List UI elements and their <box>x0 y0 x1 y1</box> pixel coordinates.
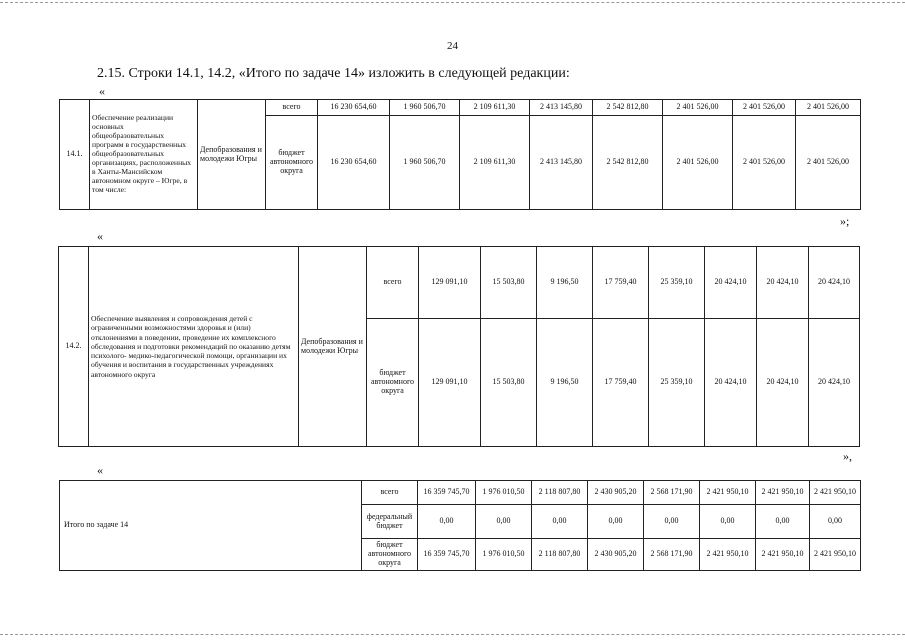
value-cell: 25 359,10 <box>649 247 705 319</box>
value-cell: 129 091,10 <box>419 247 481 319</box>
value-cell: 2 542 812,80 <box>593 100 663 116</box>
page-number: 24 <box>447 40 458 52</box>
value-cell: 17 759,40 <box>593 247 649 319</box>
scan-top-edge <box>0 2 905 3</box>
funding-source: федеральный бюджет <box>362 505 418 539</box>
value-cell: 129 091,10 <box>419 319 481 447</box>
executor: Депобразования и молодежи Югры <box>198 100 266 210</box>
value-cell: 16 359 745,70 <box>418 539 476 571</box>
value-cell: 2 421 950,10 <box>700 481 756 505</box>
value-cell: 0,00 <box>476 505 532 539</box>
quote-open-3: « <box>97 463 103 477</box>
value-cell: 2 401 526,00 <box>663 116 733 210</box>
funding-source: бюджет автономного округа <box>367 319 419 447</box>
row-number: 14.1. <box>60 100 90 210</box>
value-cell: 1 960 506,70 <box>390 116 460 210</box>
funding-source: всего <box>367 247 419 319</box>
value-cell: 1 976 010,50 <box>476 539 532 571</box>
value-cell: 2 109 611,30 <box>460 116 530 210</box>
value-cell: 20 424,10 <box>809 247 860 319</box>
value-cell: 2 421 950,10 <box>756 481 810 505</box>
section-heading: 2.15. Строки 14.1, 14.2, «Итого по задаче 14» изложить в следующей редакции: <box>97 66 570 81</box>
quote-close-2: », <box>843 449 852 463</box>
value-cell: 0,00 <box>588 505 644 539</box>
value-cell: 2 430 905,20 <box>588 481 644 505</box>
value-cell: 20 424,10 <box>809 319 860 447</box>
measure-name: Обеспечение выявления и сопровождения детей с ограниченными возможностями здоровья и (или) отклонениями в поведении, проведение их комплексного обследования и подготовки рекомендаций по оказанию детям психолого- медико-педагогической помощи, организации их обучения и воспитания в государственных учреждениях автономного округа <box>89 247 299 447</box>
quote-open-2: « <box>97 229 103 243</box>
value-cell: 0,00 <box>756 505 810 539</box>
value-cell: 2 401 526,00 <box>733 116 796 210</box>
scan-bottom-edge <box>0 634 905 635</box>
value-cell: 2 413 145,80 <box>530 100 593 116</box>
value-cell: 2 413 145,80 <box>530 116 593 210</box>
value-cell: 9 196,50 <box>537 247 593 319</box>
value-cell: 16 230 654,60 <box>318 116 390 210</box>
value-cell: 2 421 950,10 <box>756 539 810 571</box>
value-cell: 1 960 506,70 <box>390 100 460 116</box>
table-total-14 <box>59 480 861 571</box>
value-cell: 20 424,10 <box>705 247 757 319</box>
funding-source: всего <box>266 100 318 116</box>
value-cell: 15 503,80 <box>481 319 537 447</box>
value-cell: 20 424,10 <box>705 319 757 447</box>
table-row-14-1 <box>59 99 861 210</box>
value-cell: 16 359 745,70 <box>418 481 476 505</box>
value-cell: 16 230 654,60 <box>318 100 390 116</box>
value-cell: 20 424,10 <box>757 319 809 447</box>
value-cell: 2 401 526,00 <box>796 116 861 210</box>
value-cell: 2 421 950,10 <box>810 481 861 505</box>
value-cell: 2 401 526,00 <box>733 100 796 116</box>
value-cell: 2 118 807,80 <box>532 539 588 571</box>
executor: Депобразования и молодежи Югры <box>299 247 367 447</box>
value-cell: 9 196,50 <box>537 319 593 447</box>
value-cell: 2 421 950,10 <box>700 539 756 571</box>
value-cell: 2 542 812,80 <box>593 116 663 210</box>
value-cell: 2 568 171,90 <box>644 539 700 571</box>
value-cell: 0,00 <box>644 505 700 539</box>
table-row-14-2 <box>58 246 860 447</box>
value-cell: 2 118 807,80 <box>532 481 588 505</box>
value-cell: 2 109 611,30 <box>460 100 530 116</box>
value-cell: 17 759,40 <box>593 319 649 447</box>
value-cell: 1 976 010,50 <box>476 481 532 505</box>
funding-source: бюджет автономного округа <box>266 116 318 210</box>
value-cell: 2 401 526,00 <box>796 100 861 116</box>
value-cell: 20 424,10 <box>757 247 809 319</box>
funding-source: всего <box>362 481 418 505</box>
value-cell: 2 430 905,20 <box>588 539 644 571</box>
funding-source: бюджет автономного округа <box>362 539 418 571</box>
value-cell: 0,00 <box>810 505 861 539</box>
value-cell: 0,00 <box>418 505 476 539</box>
value-cell: 0,00 <box>700 505 756 539</box>
value-cell: 2 401 526,00 <box>663 100 733 116</box>
measure-name: Обеспечение реализации основных общеобразовательных программ в государственных общеобразовательных организациях, расположенных в Ханты-Мансийском автономном округе – Югре, в том числе: <box>90 100 198 210</box>
quote-open-1: « <box>99 84 105 98</box>
value-cell: 15 503,80 <box>481 247 537 319</box>
row-number: 14.2. <box>59 247 89 447</box>
total-label: Итого по задаче 14 <box>60 481 362 571</box>
quote-close-1: »; <box>840 214 850 228</box>
value-cell: 25 359,10 <box>649 319 705 447</box>
value-cell: 2 568 171,90 <box>644 481 700 505</box>
value-cell: 2 421 950,10 <box>810 539 861 571</box>
value-cell: 0,00 <box>532 505 588 539</box>
